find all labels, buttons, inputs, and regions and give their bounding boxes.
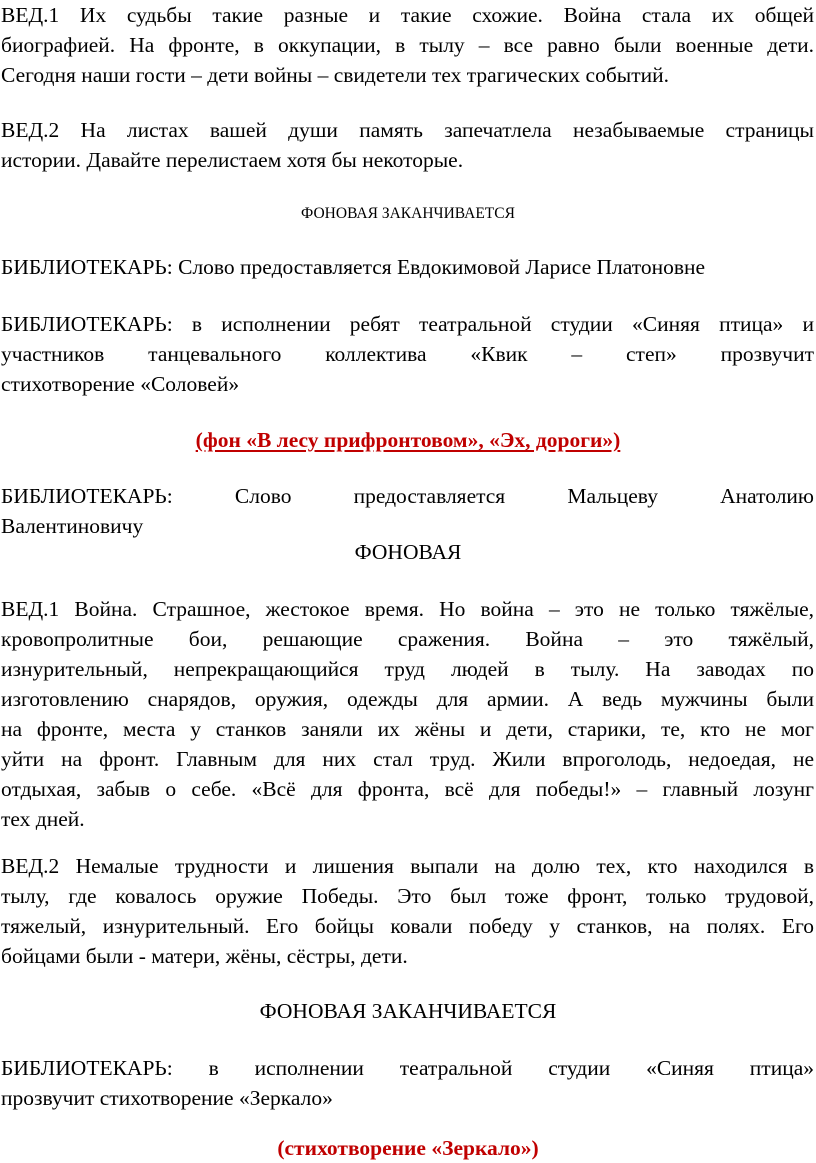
text-line: кровопролитные бои, решающие сражения. Война – это тяжёлый,: [1, 627, 814, 651]
text-line: БИБЛИОТЕКАРЬ: в исполнении ребят театральной студии «Синяя птица» и: [1, 312, 814, 336]
paragraph-librarian-solovey: [1, 309, 814, 399]
paragraph-librarian-evdokimova: [1, 252, 814, 282]
text-line: истории. Давайте перелистаем хотя бы некоторые.: [1, 148, 464, 172]
text-line: отдыхая, забыв о себе. «Всё для фронта, всё для победы!» – главный лозунг: [1, 777, 814, 801]
text-line: изготовлению снарядов, оружия, одежды для армии. А ведь мужчины были: [1, 687, 814, 711]
text-line: тех дней.: [1, 807, 85, 831]
stage-cue-background: ФОНОВАЯ: [354, 540, 462, 564]
text-line: тылу, где ковалось оружие Победы. Это был тоже фронт, только трудовой,: [1, 884, 814, 908]
text-line: изнурительный, непрекращающийся труд людей в тылу. На заводах по: [1, 657, 814, 681]
text-line: на фронте, места у станков заняли их жёны и дети, старики, те, кто не мог: [1, 717, 814, 741]
text-line: БИБЛИОТЕКАРЬ: Слово предоставляется Мальцеву Анатолию: [1, 484, 814, 508]
stage-cue-background-ends: ФОНОВАЯ ЗАКАНЧИВАЕТСЯ: [301, 205, 515, 222]
text-line: стихотворение «Соловей»: [1, 372, 240, 396]
stage-cue-background-ends: ФОНОВАЯ ЗАКАНЧИВАЕТСЯ: [259, 999, 557, 1023]
text-line: участников танцевального коллектива «Квик – степ» прозвучит: [1, 342, 814, 366]
text-line: ВЕД.1 Война. Страшное, жестокое время. Но война – это не только тяжёлые,: [1, 597, 814, 621]
text-line: Сегодня наши гости – дети войны – свидетели тех трагических событий.: [1, 63, 669, 87]
poem-cue-red: (стихотворение «Зеркало»): [277, 1136, 539, 1160]
text-line: ВЕД.2 На листах вашей души память запечатлела незабываемые страницы: [1, 118, 814, 142]
text-line: тяжелый, изнурительный. Его бойцы ковали победу у станков, на полях. Его: [1, 914, 814, 938]
text-line: бойцами были - матери, жёны, сёстры, дети.: [1, 944, 408, 968]
paragraph-ved2-home-front: [1, 851, 814, 971]
text-line: БИБЛИОТЕКАРЬ: Слово предоставляется Евдокимовой Ларисе Платоновне: [1, 255, 706, 279]
paragraph-ved2-pages: [1, 115, 814, 175]
paragraph-ved1-war: [1, 594, 814, 834]
text-line: БИБЛИОТЕКАРЬ: в исполнении театральной студии «Синяя птица»: [1, 1056, 814, 1080]
paragraph-librarian-maltsev: [1, 481, 814, 541]
text-line: биографией. На фронте, в оккупации, в тылу – все равно были военные дети.: [1, 33, 814, 57]
text-line: уйти на фронт. Главным для них стал труд. Жили впроголодь, недоедая, не: [1, 747, 814, 771]
paragraph-librarian-zerkalo: [1, 1053, 814, 1113]
music-cue-red: (фон «В лесу прифронтовом», «Эх, дороги»): [195, 428, 621, 452]
text-line: ВЕД.2 Немалые трудности и лишения выпали на долю тех, кто находился в: [1, 854, 814, 878]
paragraph-ved1-intro: [1, 0, 814, 90]
text-line: ВЕД.1 Их судьбы такие разные и такие схожие. Война стала их общей: [1, 3, 814, 27]
text-line: Валентиновичу: [1, 514, 144, 538]
text-line: прозвучит стихотворение «Зеркало»: [1, 1086, 333, 1110]
